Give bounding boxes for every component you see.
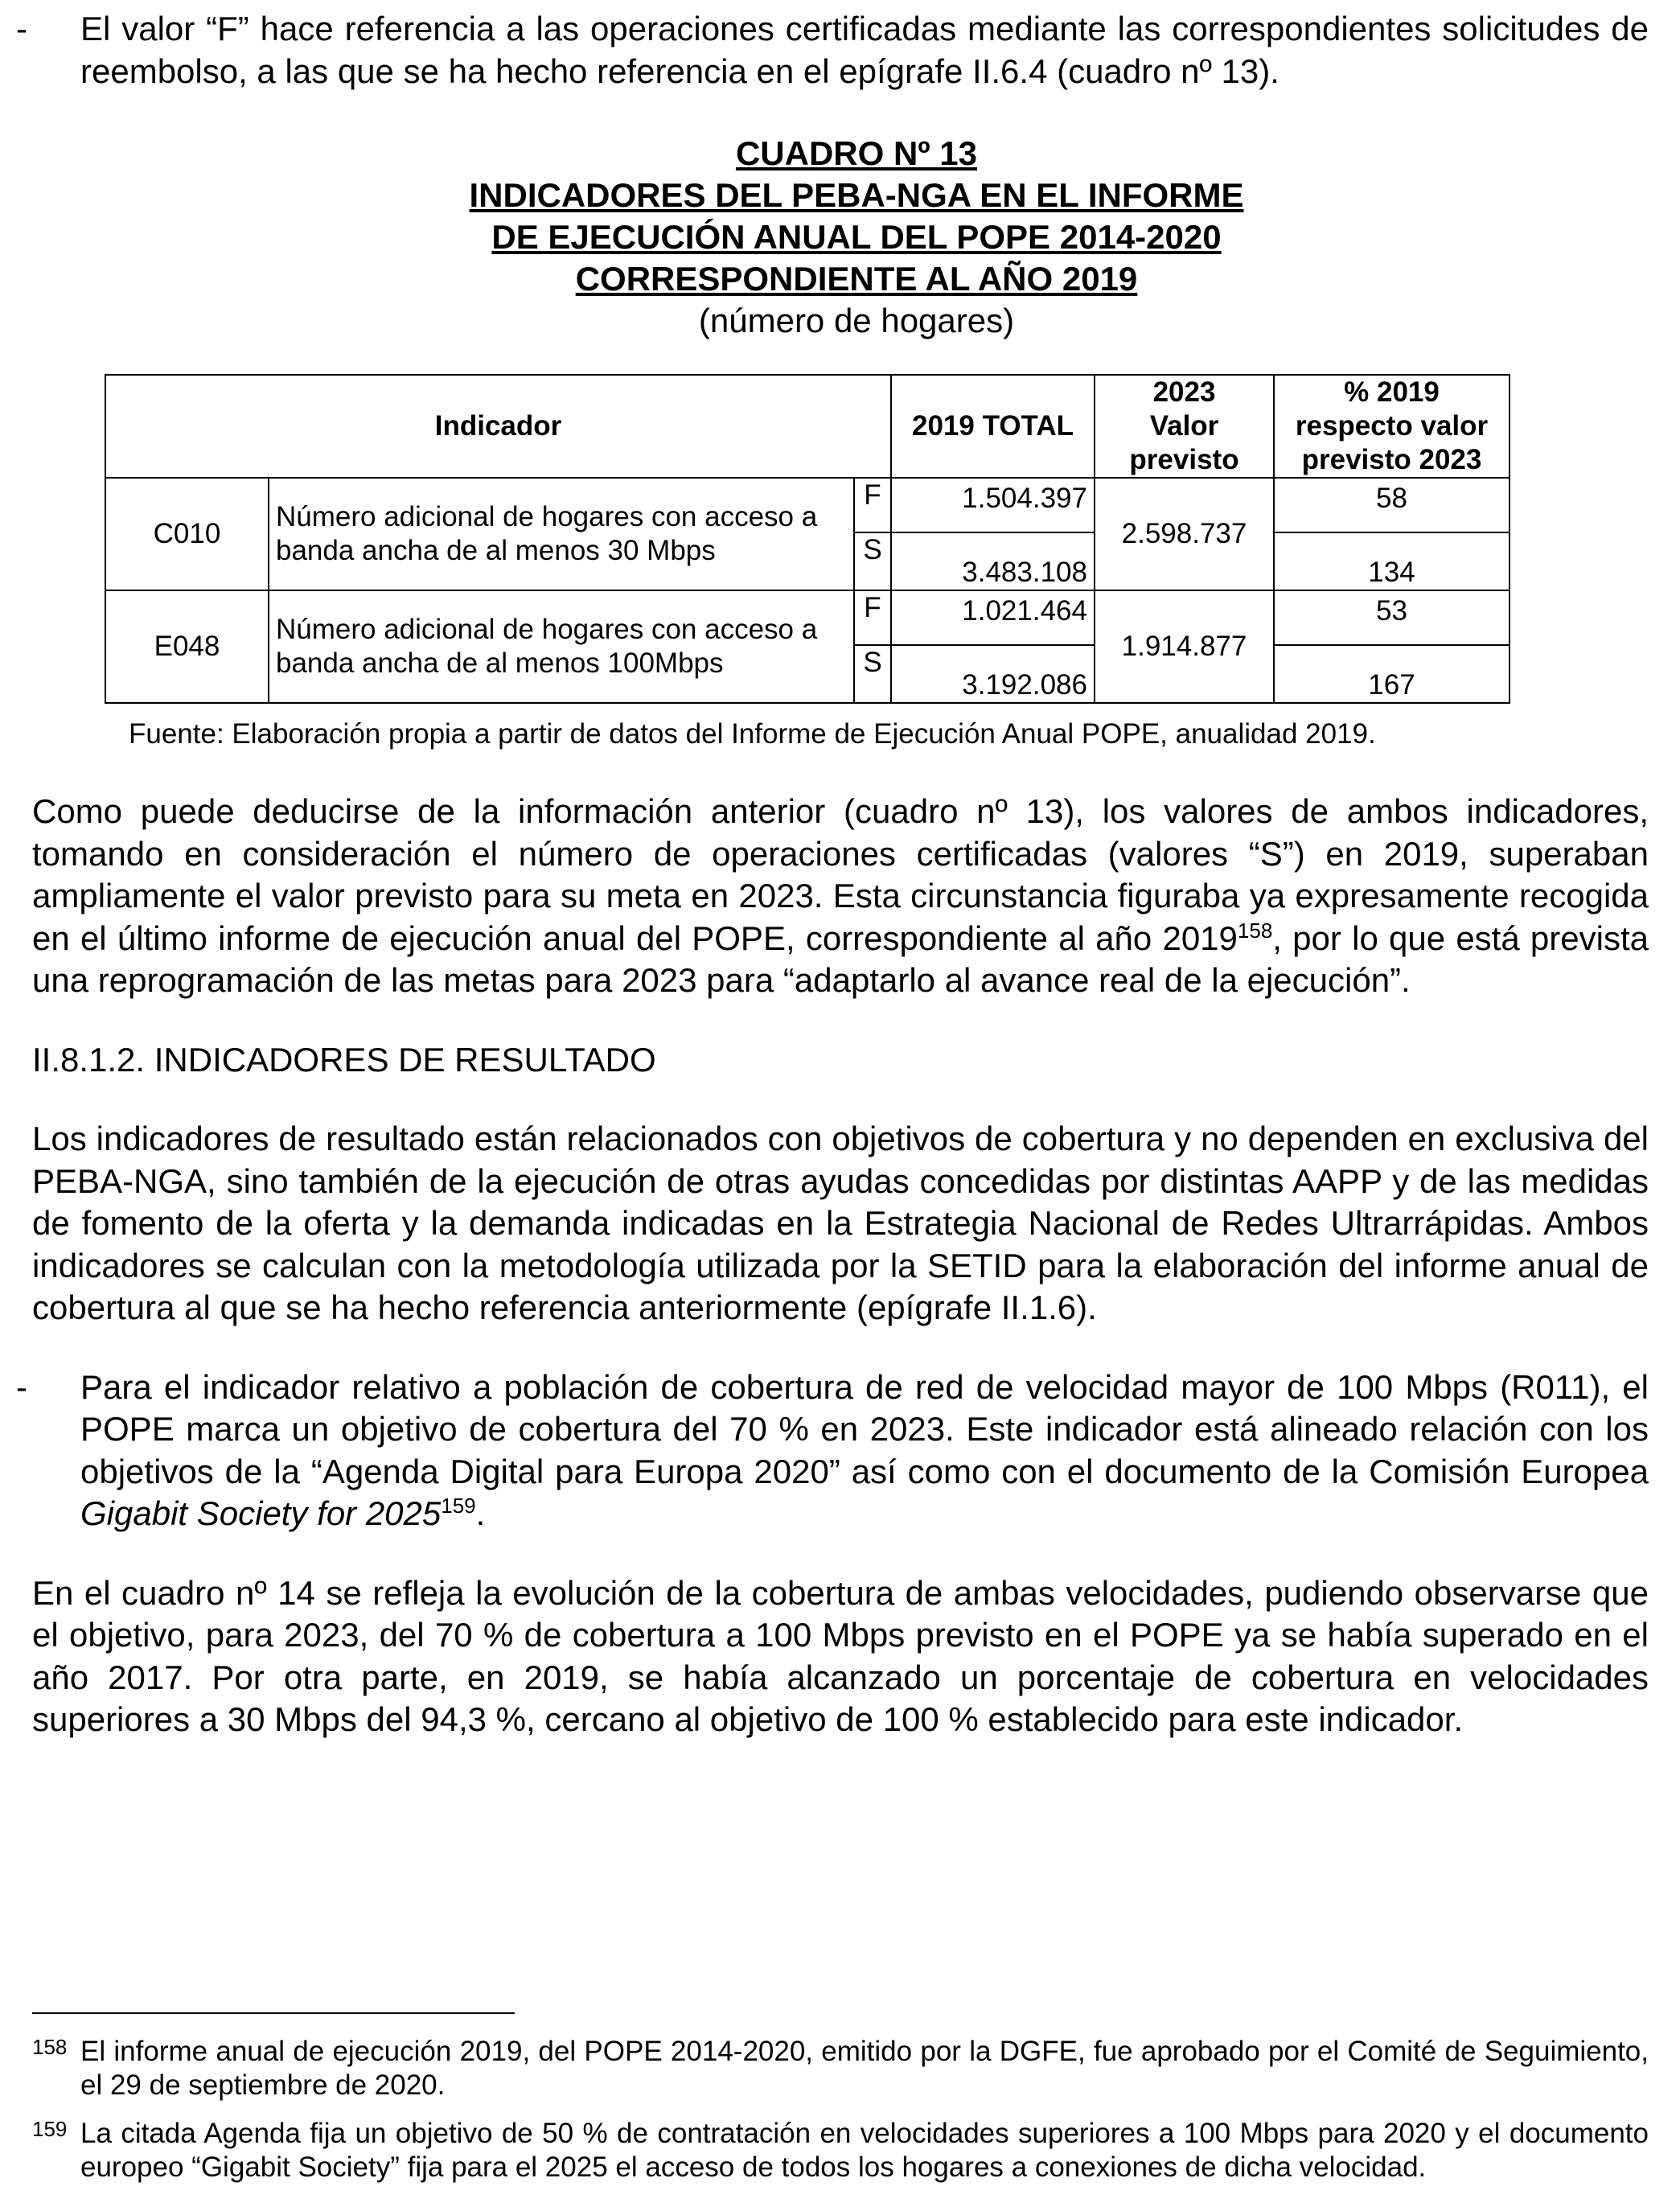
f-pct: 58 — [1274, 478, 1510, 532]
indicator-description: Número adicional de hogares con acceso a banda ancha de al menos 30 Mbps — [269, 478, 854, 590]
previsto-value: 2.598.737 — [1095, 478, 1274, 590]
document-page — [16, 8, 1649, 1741]
footnote-ref-159: 159 — [441, 1494, 476, 1518]
header-total: 2019 TOTAL — [891, 375, 1095, 478]
table-row — [105, 478, 1510, 532]
table-title-line4: CORRESPONDIENTE AL AÑO 2019 — [575, 260, 1138, 298]
bullet-dash: - — [16, 10, 27, 47]
f-pct: 53 — [1274, 590, 1510, 645]
bullet-2-italic: Gigabit Society for 2025 — [80, 1494, 442, 1532]
f-label: F — [854, 478, 891, 532]
footnote-text: La citada Agenda fija un objetivo de 50 % de contratación en velocidades superiores a 100 Mbps para 2020 y el documento europeo “Gigabit Society” fija para el 2025 el acceso de todos los hogares a conexiones de dicha velocidad. — [80, 2118, 1649, 2183]
previsto-value: 1.914.877 — [1095, 590, 1274, 703]
table-unit: (número de hogares) — [698, 302, 1015, 339]
table-title — [64, 133, 1649, 342]
footnote-159 — [32, 2117, 1649, 2184]
paragraph-1-text-after: , por lo que está prevista una reprogramación de las metas para 2023 para “adaptarlo al avance real de la ejecución”. — [32, 919, 1649, 999]
footnote-ref-158: 158 — [1237, 918, 1273, 943]
table-title-line1: CUADRO Nº 13 — [735, 134, 978, 172]
bullet-2-text: Para el indicador relativo a población de cobertura de red de velocidad mayor de 100 Mbps (R011), el POPE marca un objetivo de cobertura del 70 % en 2023. Este indicador está alineado relación con los objetivos de la “Agenda Digital para Europa 2020” así como con el documento de la Comisión Europea — [80, 1367, 1649, 1490]
table-title-line2: INDICADORES DEL PEBA-NGA EN EL INFORME — [469, 176, 1244, 214]
table-header-row — [105, 375, 1510, 478]
footnote-text: El informe anual de ejecución 2019, del POPE 2014-2020, emitido por la DGFE, fue aprobado por el Comité de Seguimiento, el 29 de septiembre de 2020. — [80, 2036, 1649, 2101]
footnote-separator — [32, 2012, 515, 2014]
s-total: 3.192.086 — [891, 645, 1095, 703]
table-title-line3: DE EJECUCIÓN ANUAL DEL POPE 2014-2020 — [491, 218, 1222, 256]
indicator-description: Número adicional de hogares con acceso a banda ancha de al menos 100Mbps — [269, 590, 854, 703]
footnotes — [32, 2035, 1649, 2199]
indicator-code: E048 — [105, 590, 269, 703]
footnote-number: 159 — [32, 2117, 68, 2141]
section-heading: II.8.1.2. INDICADORES DE RESULTADO — [32, 1040, 656, 1079]
intro-bullet — [16, 8, 1649, 92]
header-pct-l3: previsto 2023 — [1301, 444, 1482, 475]
paragraph-1 — [32, 791, 1649, 1002]
header-previsto-l3: previsto — [1129, 444, 1239, 475]
header-indicador: Indicador — [105, 375, 891, 478]
f-label: F — [854, 590, 891, 645]
table-source: Fuente: Elaboración propia a partir de datos del Informe de Ejecución Anual POPE, anualidad 2019. — [129, 718, 1376, 750]
indicators-table — [105, 374, 1510, 704]
intro-bullet-text: El valor “F” hace referencia a las operaciones certificadas mediante las correspondientes solicitudes de reembolso, a las que se ha hecho referencia en el epígrafe II.6.4 (cuadro nº 13). — [80, 10, 1649, 90]
s-pct: 134 — [1274, 532, 1510, 590]
s-label: S — [854, 645, 891, 703]
s-label: S — [854, 532, 891, 590]
header-pct — [1274, 375, 1510, 478]
bullet-dash: - — [16, 1367, 27, 1406]
header-pct-l2: respecto valor — [1295, 410, 1489, 442]
table-row — [105, 590, 1510, 645]
header-previsto — [1095, 375, 1274, 478]
header-pct-l1: % 2019 — [1344, 376, 1440, 408]
s-pct: 167 — [1274, 645, 1510, 703]
header-previsto-l1: 2023 — [1152, 376, 1216, 408]
indicator-code: C010 — [105, 478, 269, 590]
s-total: 3.483.108 — [891, 532, 1095, 590]
paragraph-3: En el cuadro nº 14 se refleja la evolución de la cobertura de ambas velocidades, pudiendo observarse que el objetivo, para 2023, del 70 % de cobertura a 100 Mbps previsto en el POPE ya se había superado en el año 2017. Por otra parte, en 2019, se había alcanzado un porcentaje de cobertura en velocidades superiores a 30 Mbps del 94,3 %, cercano al objetivo de 100 % establecido para este indicador. — [32, 1573, 1649, 1738]
bullet-2-end: . — [475, 1494, 486, 1532]
paragraph-2: Los indicadores de resultado están relacionados con objetivos de cobertura y no dependen en exclusiva del PEBA-NGA, sino también de la ejecución de otras ayudas concedidas por distintas AAPP y de las medidas de fomento de la oferta y la demanda indicadas en la Estrategia Nacional de Redes Ultrarrápidas. Ambos indicadores se calculan con la metodología utilizada por la SETID para la elaboración del informe anual de cobertura al que se ha hecho referencia anteriormente (epígrafe II.1.6). — [32, 1120, 1649, 1326]
header-previsto-l2: Valor — [1149, 410, 1219, 442]
bullet-2 — [16, 1366, 1649, 1535]
f-total: 1.021.464 — [891, 590, 1095, 645]
paragraph-1-text: Como puede deducirse de la información anterior (cuadro nº 13), los valores de ambos indicadores, tomando en consideración el número de operaciones certificadas (valores “S”) en 2019, superaban ampliamente el valor previsto para su meta en 2023. Esta circunstancia figuraba ya expresamente recogida en el último informe de ejecución anual del POPE, correspondiente al año 2019 — [32, 792, 1649, 957]
footnote-number: 158 — [32, 2035, 68, 2059]
footnote-158 — [32, 2035, 1649, 2102]
f-total: 1.504.397 — [891, 478, 1095, 532]
